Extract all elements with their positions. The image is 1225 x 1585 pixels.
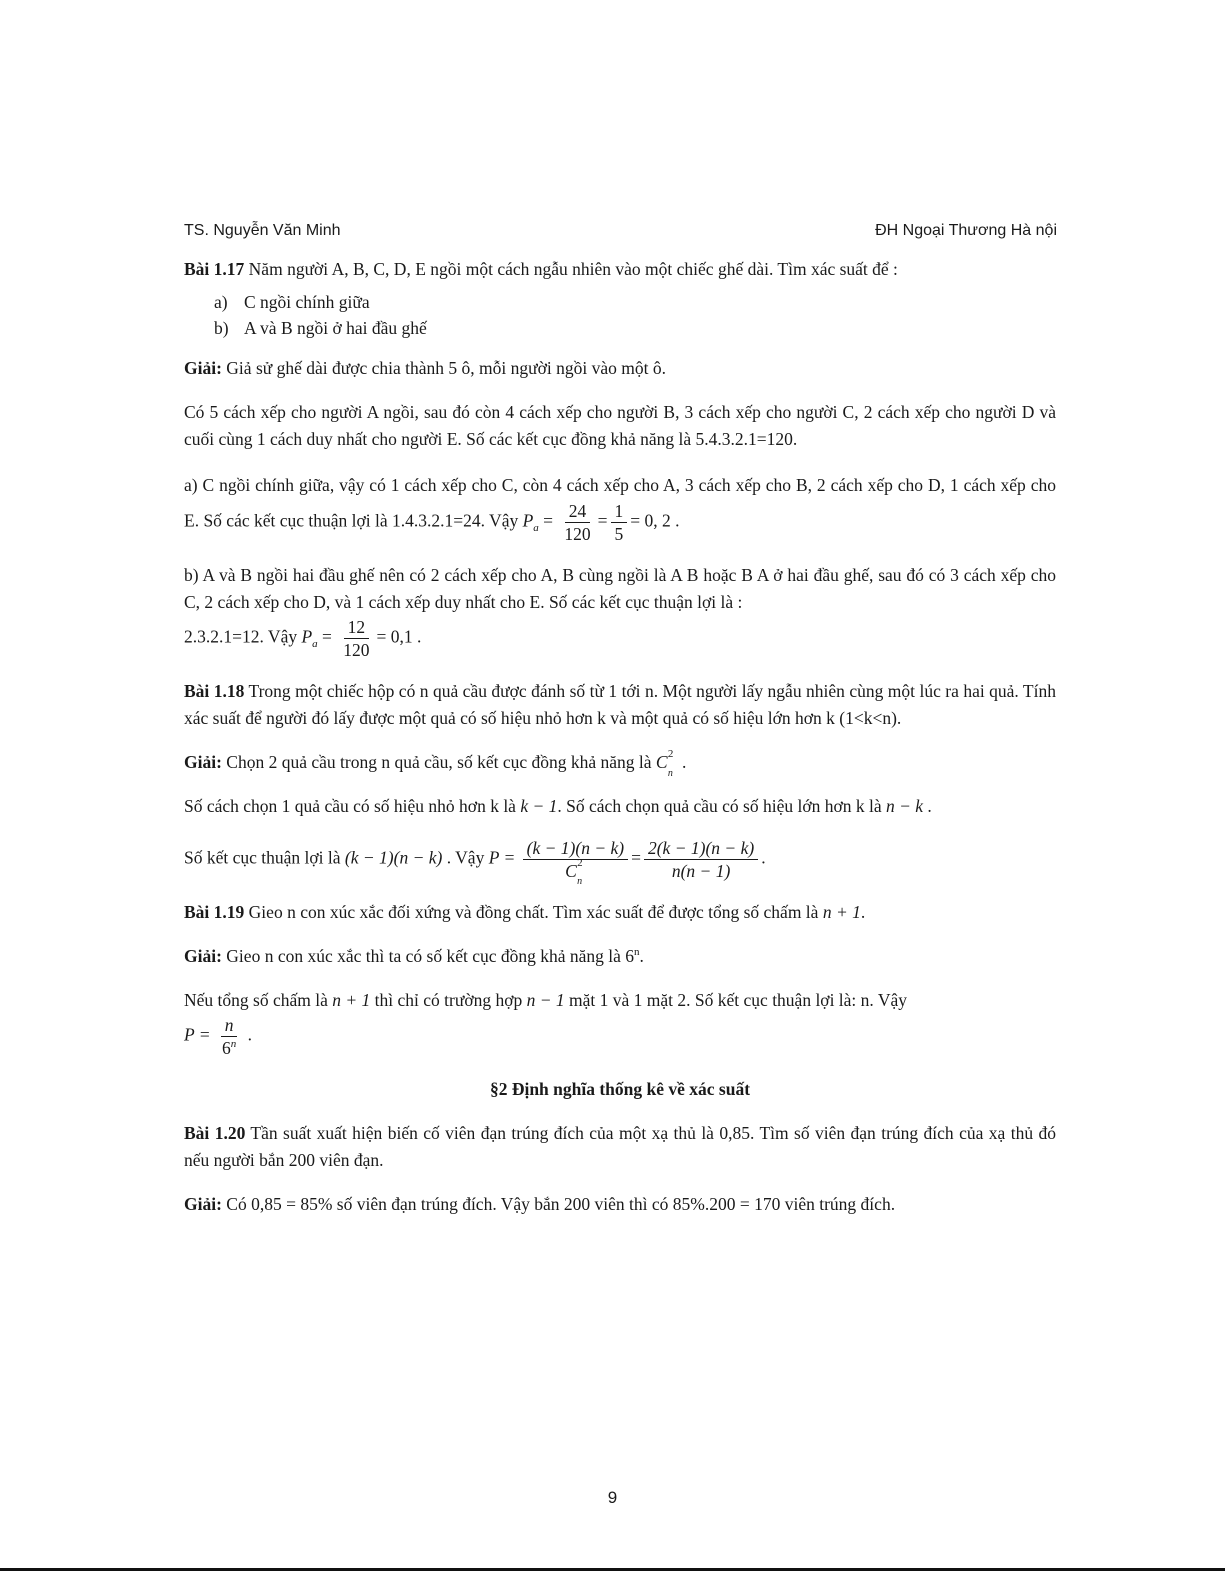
superscript: n <box>634 946 640 959</box>
page-header <box>184 222 1057 246</box>
fraction-den: 120 <box>564 524 591 544</box>
text: Nếu tổng số chấm là <box>184 990 333 1010</box>
paragraph-part-b: b) A và B ngồi hai đầu ghế nên có 2 cách xếp cho A, B cùng ngồi là A B hoặc B A ở hai đầu ghế, sau đó có 3 cách xếp cho C, 2 cách xếp cho D, và 1 cách xếp duy nhất cho E. Số các kết cục thuận lợi là : <box>184 565 1056 612</box>
exercise-1-17-parts <box>184 289 1056 341</box>
header-school: ĐH Ngoại Thương Hà nội <box>875 222 1057 239</box>
fraction-den: 120 <box>343 640 370 660</box>
list-label: b) <box>214 318 229 338</box>
math-expr: (k − 1)(n − k) <box>344 847 443 868</box>
solution-text: Gieo n con xúc xắc thì ta có số kết cục đồng khả năng là 6 <box>221 946 635 966</box>
solution-1-17 <box>184 355 1056 382</box>
exercise-title: Bài 1.19 <box>184 902 245 922</box>
math-p: P <box>301 626 313 647</box>
list-item <box>214 289 1056 315</box>
exercise-1-18 <box>184 678 1056 732</box>
exercise-title: Bài 1.18 <box>184 681 245 701</box>
fraction-den: n(n − 1) <box>671 861 731 881</box>
fraction-den <box>218 1037 240 1059</box>
fraction <box>339 616 373 661</box>
solution-1-20 <box>184 1191 1056 1218</box>
part-b-text: 2.3.2.1=12. Vậy <box>184 626 302 647</box>
punctuation: . <box>761 847 766 868</box>
list-item <box>214 315 1056 341</box>
combination-sup: 2 <box>667 748 674 760</box>
superscript: n <box>230 1038 237 1051</box>
punctuation: . <box>860 902 866 922</box>
text: thì chỉ có trường hợp <box>370 990 527 1010</box>
math-p: P = <box>488 847 516 868</box>
section-heading: §2 Định nghĩa thống kê về xác suất <box>489 1079 751 1099</box>
paragraph <box>184 987 1056 1014</box>
combination-sup: 2 <box>577 857 583 869</box>
math-result: = 0, 2 . <box>630 510 680 531</box>
text: . <box>923 796 932 816</box>
paragraph <box>184 793 1056 820</box>
exercise-text: Tần suất xuất hiện biến cố viên đạn trúng đích của một xạ thủ là 0,85. Tìm số viên đạn trúng đích của xạ thủ đó nếu người bắn 200 viên đạn. <box>184 1123 1056 1170</box>
fraction-num: 24 <box>565 500 591 523</box>
solution-text: Có 0,85 = 85% số viên đạn trúng đích. Vậy bắn 200 viên thì có 85%.200 = 170 viên trúng đích. <box>221 1194 896 1214</box>
math-p: P <box>522 510 534 531</box>
math-result: = 0,1 . <box>376 626 422 647</box>
fraction-den <box>561 857 589 887</box>
bottom-border <box>0 1568 1225 1571</box>
math-expr: n + 1 <box>332 990 371 1010</box>
fraction-num: 12 <box>344 616 370 639</box>
fraction-num: n <box>221 1014 238 1037</box>
math-expr: n − k <box>885 796 924 816</box>
fraction <box>218 1014 240 1059</box>
fraction-num: (k − 1)(n − k) <box>523 837 628 860</box>
fraction-num: 1 <box>611 500 628 523</box>
solution-label: Giải: <box>184 752 222 772</box>
fraction <box>523 837 628 887</box>
fraction <box>560 500 594 545</box>
exercise-1-20 <box>184 1120 1056 1174</box>
formula-line <box>184 1014 1056 1059</box>
fraction <box>611 500 628 545</box>
text: Số kết cục thuận lợi là <box>184 847 345 868</box>
combination-symbol <box>565 857 583 887</box>
math-p: P = <box>184 1024 211 1045</box>
solution-1-19 <box>184 943 1056 970</box>
list-text: C ngồi chính giữa <box>244 292 370 312</box>
fraction-num: 2(k − 1)(n − k) <box>644 837 758 860</box>
page-content <box>184 256 1056 1235</box>
text: Số cách chọn 1 quả cầu có số hiệu nhỏ hơn k là <box>184 796 521 816</box>
fraction-den: 5 <box>614 524 624 544</box>
fraction <box>644 837 758 882</box>
paragraph: Có 5 cách xếp cho người A ngồi, sau đó còn 4 cách xếp cho người B, 3 cách xếp cho người C, 2 cách xếp cho người D và cuối cùng 1 cách duy nhất cho người E. Số các kết cục đồng khả năng là 5.4.3.2.1=120. <box>184 402 1056 449</box>
page-number: 9 <box>607 1488 618 1507</box>
paragraph-part-a: a) C ngồi chính giữa, vậy có 1 cách xếp cho C, còn 4 cách xếp cho A, 3 cách xếp cho B, 2 cách xếp cho D, 1 cách xếp cho E. Số các kết cục thuận lợi là 1.4.3.2.1=24. Vậy $P_a$ = $\frac{24}{120}$ = $\frac{1}{5}$ = 0, 2 . <box>184 475 1056 544</box>
exercise-text: Năm người A, B, C, D, E ngồi một cách ngẫu nhiên vào một chiếc ghế dài. Tìm xác suất để : <box>244 259 898 279</box>
combination-symbol <box>655 748 674 779</box>
punctuation: . <box>243 1024 252 1045</box>
solution-1-18 <box>184 748 1056 779</box>
part-a-text: a) C ngồi chính giữa, vậy có 1 cách xếp cho C, còn 4 cách xếp cho A, 3 cách xếp cho B, 2 cách xếp cho D, 1 cách xếp cho E. Số các kết cục thuận lợi là 1.4.3.2.1=24. Vậy <box>184 475 1056 531</box>
math-expr: n + 1 <box>822 902 861 922</box>
exercise-text: Trong một chiếc hộp có n quả cầu được đánh số từ 1 tới n. Một người lấy ngẫu nhiên cùng một lúc ra hai quả. Tính xác suất để người đó lấy được một quả có số hiệu nhỏ hơn k và một quả có số hiệu lớn hơn k (1<k<n). <box>184 681 1056 728</box>
exercise-title: Bài 1.20 <box>184 1123 246 1143</box>
solution-label: Giải: <box>184 946 222 966</box>
math-expr: k − 1 <box>520 796 558 816</box>
combination-sub: n <box>667 768 673 779</box>
solution-label: Giải: <box>184 1194 222 1214</box>
paragraph-part-b-result: 2.3.2.1=12. Vậy $P_a$ = $\frac{12}{120}$ = 0,1 . <box>184 617 422 660</box>
combination-c: C <box>655 752 668 772</box>
fraction-den-base: 6 <box>221 1038 231 1058</box>
exercise-1-19 <box>184 899 1056 926</box>
combination-c: C <box>565 861 577 881</box>
exercise-text: Gieo n con xúc xắc đối xứng và đồng chất. Tìm xác suất để được tổng số chấm là <box>244 902 823 922</box>
paragraph: Số kết cục thuận lợi là (k − 1)(n − k) . Vậy P = (k − 1)(n − k) C 2 n = $\frac{2(k - 1)(n - k)}{n(n - 1)}$ . <box>184 837 1056 882</box>
math-sub: a <box>533 522 539 535</box>
exercise-title: Bài 1.17 <box>184 259 245 279</box>
list-text: A và B ngồi ở hai đầu ghế <box>244 318 427 338</box>
exercise-1-17 <box>184 256 1056 283</box>
punctuation: . <box>677 752 687 772</box>
solution-label: Giải: <box>184 358 222 378</box>
solution-text: Giả sử ghế dài được chia thành 5 ô, mỗi người ngồi vào một ô. <box>221 358 666 378</box>
text: . Vậy <box>442 847 489 868</box>
list-label: a) <box>214 292 228 312</box>
math-sub: a <box>312 638 318 651</box>
text: mặt 1 và 1 mặt 2. Số kết cục thuận lợi là: n. Vậy <box>564 990 908 1010</box>
punctuation: . <box>639 946 644 966</box>
text: . Số cách chọn quả cầu có số hiệu lớn hơn k là <box>557 796 886 816</box>
math-expr: n − 1 <box>526 990 565 1010</box>
header-author: TS. Nguyễn Văn Minh <box>184 222 341 239</box>
combination-sub: n <box>577 876 583 887</box>
solution-text: Chọn 2 quả cầu trong n quả cầu, số kết cục đồng khả năng là <box>221 752 656 772</box>
